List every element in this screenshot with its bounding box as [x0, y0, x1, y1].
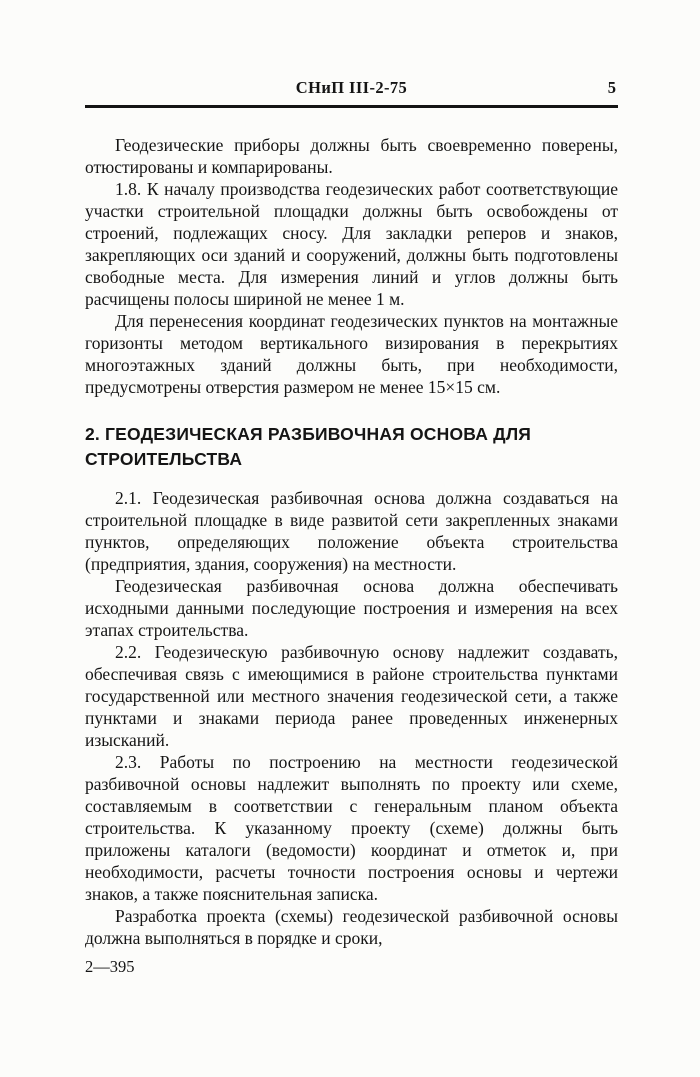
running-title: СНиП III-2-75 — [295, 78, 408, 97]
section-heading: 2. ГЕОДЕЗИЧЕСКАЯ РАЗБИВОЧНАЯ ОСНОВА ДЛЯ СТРОИТЕЛЬСТВА — [85, 424, 532, 469]
paragraph-1: Геодезические приборы должны быть своевременно поверены, отюстированы и компарированы. — [85, 135, 618, 177]
print-signature: 2—395 — [85, 957, 135, 976]
page-number: 5 — [607, 78, 616, 97]
paragraph-2-2: 2.2. Геодезическую разбивочную основу надлежит создавать, обеспечивая связь с имеющимися в районе строительства пунктами государственной или местного значения геодезической сети, а также пунктами и знаками периода ранее проведенных инженерных изысканий. — [85, 642, 618, 750]
paragraph-project-development: Разработка проекта (схемы) геодезической разбивочной основы должна выполняться в порядке и сроки, — [85, 906, 618, 948]
paragraph-vertical-sighting: Для перенесения координат геодезических пунктов на монтажные горизонты методом вертикального визирования в перекрытиях многоэтажных зданий должны быть, при необходимости, предусмотрены отверстия размером не менее 15×15 см. — [85, 311, 618, 397]
paragraph-2-3: 2.3. Работы по построению на местности геодезической разбивочной основы надлежит выполнять по проекту или схеме, составляемым в соответствии с генеральным планом объекта строительства. К указанному проекту (схеме) должны быть приложены каталоги (ведомости) координат и отметок и, при необходимости, расчеты точности построения основы и чертежи знаков, а также пояснительная записка. — [85, 752, 618, 904]
page-header — [85, 78, 618, 100]
header-rule — [85, 105, 618, 108]
page-footer — [85, 957, 618, 977]
page-body — [85, 134, 618, 949]
paragraph-1-8: 1.8. К началу производства геодезических работ соответствующие участки строительной площадки должны быть освобождены от строений, подлежащих сносу. Для закладки реперов и знаков, закрепляющих оси зданий и сооружений, должны быть подготовлены свободные места. Для измерения линий и углов должны быть расчищены полосы шириной не менее 1 м. — [85, 179, 618, 309]
paragraph-2-1: 2.1. Геодезическая разбивочная основа должна создаваться на строительной площадке в виде развитой сети закрепленных знаками пунктов, определяющих положение объекта строительства (предприятия, здания, сооружения) на местности. — [85, 488, 618, 574]
paragraph-basis-data: Геодезическая разбивочная основа должна обеспечивать исходными данными последующие построения и измерения на всех этапах строительства. — [85, 576, 618, 640]
